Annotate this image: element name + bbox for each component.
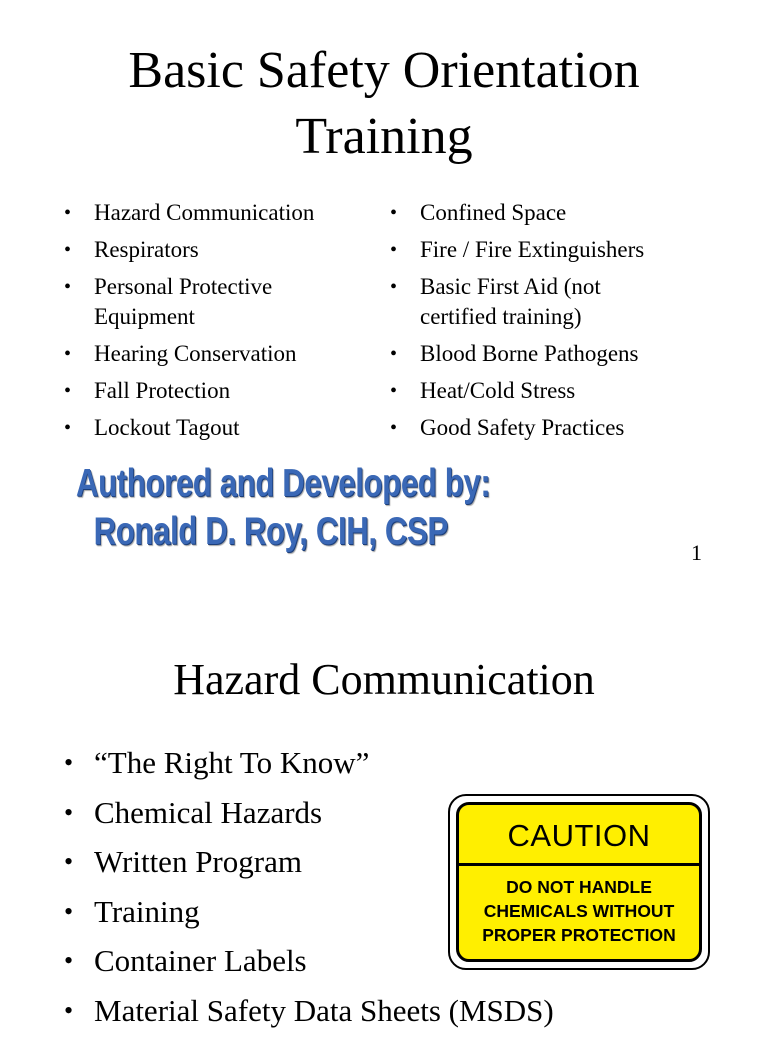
author-line: Ronald D. Roy, CIH, CSP <box>93 510 448 553</box>
bullet-icon: • <box>64 797 74 827</box>
bullet-icon: • <box>64 343 72 365</box>
bullet-icon: • <box>64 202 72 224</box>
list-item: • Training <box>64 893 200 929</box>
title-line: Training <box>295 108 473 165</box>
list-item: • Confined Space <box>390 198 760 228</box>
bullet-icon: • <box>64 380 72 402</box>
author-credit <box>76 460 490 556</box>
list-item: • Hearing Conservation <box>64 339 374 369</box>
list-item: • Good Safety Practices <box>390 413 760 443</box>
list-item: • Fall Protection <box>64 376 374 406</box>
list-item: • Blood Borne Pathogens <box>390 339 760 369</box>
list-item: • Written Program <box>64 844 302 879</box>
list-item: • Hazard Communication <box>64 198 374 228</box>
page-number: 1 <box>691 540 702 565</box>
list-item: • Container Labels <box>64 943 307 978</box>
topic-list-right <box>390 198 760 450</box>
bullet-icon: • <box>390 239 398 261</box>
author-line: Authored and Developed by: <box>76 462 491 505</box>
list-item: • Respirators <box>64 235 374 265</box>
bullet-icon: • <box>64 896 74 926</box>
caution-sign-header: CAUTION <box>507 818 651 853</box>
bullet-icon: • <box>64 946 74 975</box>
bullet-icon: • <box>64 748 74 777</box>
caution-sign-text: DO NOT HANDLE CHEMICALS WITHOUT PROPER PROTECTION <box>482 877 676 945</box>
bullet-icon: • <box>64 239 72 261</box>
bullet-icon: • <box>390 343 398 365</box>
bullet-icon: • <box>390 380 398 402</box>
caution-sign-divider <box>459 863 699 866</box>
list-item: • Material Safety Data Sheets (MSDS) <box>64 992 554 1028</box>
caution-sign <box>448 794 710 970</box>
bullet-icon: • <box>64 417 72 439</box>
slide-2 <box>0 584 768 1028</box>
bullet-icon: • <box>390 417 398 439</box>
topic-list-left <box>64 198 374 450</box>
title-line: Basic Safety Orientation <box>128 42 640 99</box>
list-item: • Lockout Tagout <box>64 413 374 443</box>
list-item: • Personal Protective Equipment <box>64 274 273 329</box>
bullet-icon: • <box>64 276 72 298</box>
bullet-icon: • <box>390 202 398 224</box>
list-item: • “The Right To Know” <box>64 745 370 780</box>
list-item: • Basic First Aid (not certified training) <box>390 274 601 329</box>
bullet-icon: • <box>64 847 74 876</box>
slide-title <box>0 38 768 170</box>
bullet-icon: • <box>64 995 74 1025</box>
bullet-icon: • <box>390 276 398 298</box>
list-item: • Heat/Cold Stress <box>390 376 760 406</box>
caution-sign-panel <box>456 802 702 962</box>
slide-title: Hazard Communication <box>173 655 595 704</box>
list-item: • Fire / Fire Extinguishers <box>390 235 760 265</box>
list-item: • Chemical Hazards <box>64 794 323 830</box>
